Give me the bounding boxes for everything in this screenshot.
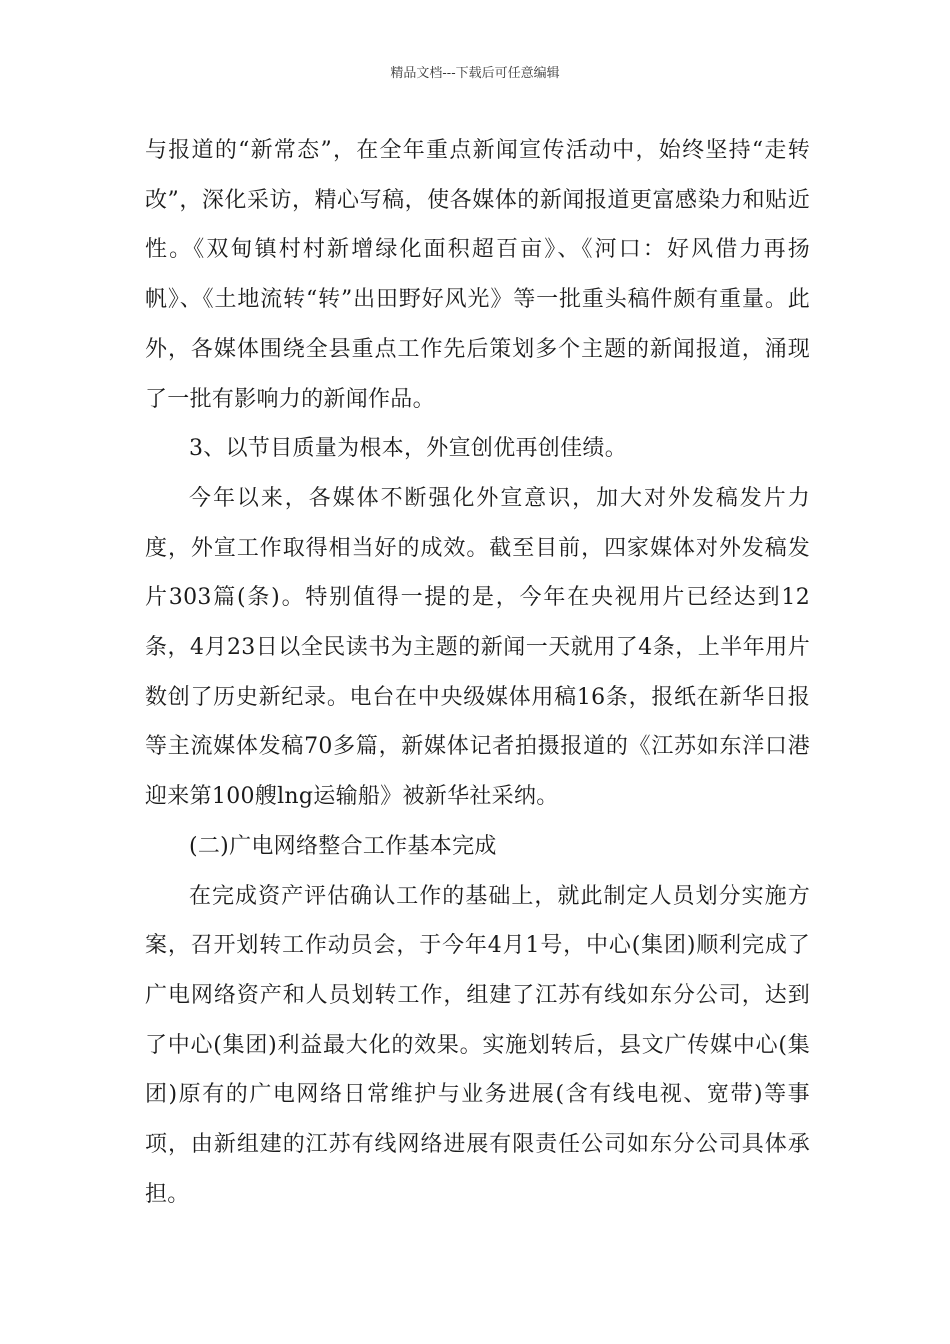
paragraph-external-publicity: 今年以来，各媒体不断强化外宣意识，加大对外发稿发片力度，外宣工作取得相当好的成效。截至目前，四家媒体对外发稿发片303篇(条)。特别值得一提的是，今年在央视用片已经达到12条，4月23日以全民读书为主题的新闻一天就用了4条，上半年用片数创了历史新纪录。电台在中央级媒体用稿16条，报纸在新华日报等主流媒体发稿70多篇，新媒体记者拍摄报道的《江苏如东洋口港迎来第100艘lng运输船》被新华社采纳。 [145,485,810,810]
paragraph-continuation: 与报道的“新常态”，在全年重点新闻宣传活动中，始终坚持“走转改”，深化采访，精心写稿，使各媒体的新闻报道更富感染力和贴近性。《双甸镇村村新增绿化面积超百亩》、《河口：好风借力再扬帆》、《土地流转“转”出田野好风光》等一批重头稿件颇有重量。此外，各媒体围绕全县重点工作先后策划多个主题的新闻报道，涌现了一批有影响力的新闻作品。 [145,138,810,412]
paragraph-network-integration: 在完成资产评估确认工作的基础上，就此制定人员划分实施方案，召开划转工作动员会，于今年4月1号，中心(集团)顺利完成了广电网络资产和人员划转工作，组建了江苏有线如东分公司，达到了中心(集团)利益最大化的效果。实施划转后，县文广传媒中心(集团)原有的广电网络日常维护与业务进展(含有线电视、宽带)等事项，由新组建的江苏有线网络进展有限责任公司如东分公司具体承担。 [145,883,810,1207]
section-heading-network-integration: (二)广电网络整合工作基本完成 [189,833,497,859]
document-body [145,126,810,1219]
section-heading-external-publicity: 3、以节目质量为根本，外宣创优再创佳绩。 [189,436,627,462]
page-header: 精品文档---下载后可任意编辑 [390,66,560,81]
